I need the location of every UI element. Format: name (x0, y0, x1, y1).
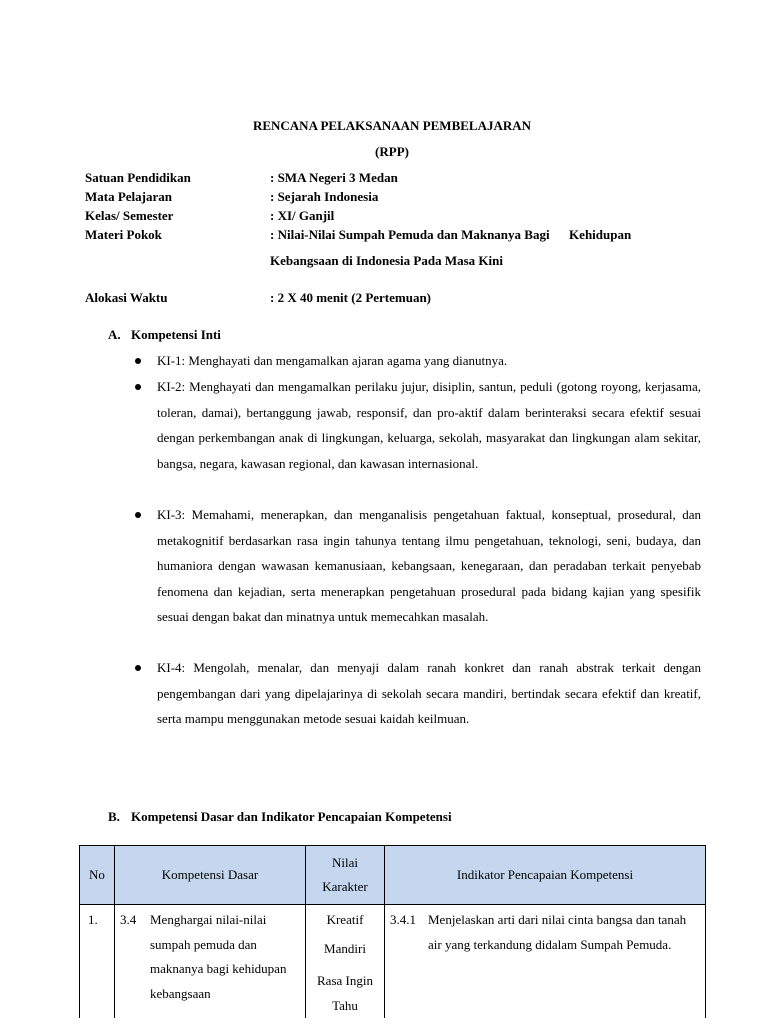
bullet-icon (135, 358, 141, 364)
header-no: No (80, 846, 115, 905)
kd-code: 3.4 (120, 912, 137, 927)
header-indikator: Indikator Pencapaian Kompetensi (385, 846, 706, 905)
ipk-code: 3.4.1 (390, 912, 416, 927)
nilai-item: Kreatif (326, 912, 364, 927)
bullet-icon (135, 384, 141, 390)
row-no: 1. (80, 905, 115, 1019)
meta-value-materi: : Nilai-Nilai Sumpah Pemuda dan Maknanya Bagi Kehidupan (270, 227, 632, 242)
meta-value-satuan: : SMA Negeri 3 Medan (270, 170, 398, 185)
bullet-icon (135, 512, 141, 518)
meta-label-materi: Materi Pokok (85, 227, 162, 242)
ipk-text: Menjelaskan arti dari nilai cinta bangsa dan tanah air yang terkandung didalam Sumpah Pemuda. (428, 912, 687, 952)
ki-4-item: KI-4: Mengolah, menalar, dan menyaji dalam ranah konkret dan ranah abstrak terkait dengan pengembangan dari yang dipelajarinya di sekolah secara mandiri, bertindak secara efektif dan kreatif, serta mampu menggunakan metode sesuai kaidah keilmuan. (157, 660, 701, 727)
table-header-row (80, 846, 706, 905)
meta-label-mapel: Mata Pelajaran (85, 189, 173, 204)
nilai-item: Mandiri (324, 940, 366, 956)
ki-3-item: KI-3: Memahami, menerapkan, dan menganalisis pengetahuan faktual, konseptual, prosedural, dan metakognitif berdasarkan rasa ingin tahunya tentang ilmu pengetahuan, teknologi, seni, budaya, dan humaniora dengan wawasan kemanusiaan, kebangsaan, kenegaraan, dan peradaban terkait penyebab fenomena dan kejadian, serta menerapkan pengetahuan prosedural pada bidang kajian yang spesifik sesuai dengan bakat dan minatnya untuk memecahkan masalah. (157, 507, 701, 625)
meta-value-kelas: : XI/ Ganjil (270, 208, 335, 223)
section-a-title: Kompetensi Inti (131, 327, 221, 342)
meta-value-alokasi: : 2 X 40 menit (2 Pertemuan) (270, 290, 432, 305)
row-nilai-karakter (306, 905, 385, 1019)
section-b-heading (108, 809, 452, 825)
document-subtitle: (RPP) (375, 144, 409, 159)
header-kompetensi-dasar: Kompetensi Dasar (115, 846, 306, 905)
ki-2-item: KI-2: Menghayati dan mengamalkan perilaku jujur, disiplin, santun, peduli (gotong royong, kerjasama, toleran, damai), bertanggung jawab, responsif, dan pro-aktif dalam berinteraksi secara efektif sesuai dengan perkembangan anak di lingkungan, keluarga, sekolah, masyarakat dan lingkungan alam sekitar, bangsa, negara, kawasan regional, dan kawasan internasional. (157, 379, 701, 471)
ki-1-item: KI-1: Menghayati dan mengamalkan ajaran agama yang dianutnya. (157, 353, 508, 368)
meta-label-alokasi: Alokasi Waktu (85, 290, 168, 305)
document-title: RENCANA PELAKSANAAN PEMBELAJARAN (252, 118, 532, 133)
section-b-title: Kompetensi Dasar dan Indikator Pencapaian Kompetensi (131, 809, 452, 824)
table-row (80, 905, 706, 1019)
section-a-heading (108, 327, 221, 343)
meta-value-materi-cont: Kebangsaan di Indonesia Pada Masa Kini (270, 253, 503, 268)
kompetensi-table (79, 845, 706, 1018)
header-nilai-karakter: Nilai Karakter (306, 846, 385, 905)
meta-value-mapel: : Sejarah Indonesia (270, 189, 379, 204)
kd-text: Menghargai nilai-nilai sumpah pemuda dan maknanya bagi kehidupan kebangsaan (150, 912, 287, 1001)
row-kompetensi-dasar (115, 905, 306, 1019)
section-a-letter: A. (108, 327, 121, 342)
bullet-icon (135, 665, 141, 671)
nilai-item: Rasa Ingin Tahu (317, 973, 373, 1013)
meta-label-satuan: Satuan Pendidikan (85, 170, 191, 185)
section-b-letter: B. (108, 809, 120, 824)
meta-label-kelas: Kelas/ Semester (85, 208, 174, 223)
row-indikator (385, 905, 706, 1019)
